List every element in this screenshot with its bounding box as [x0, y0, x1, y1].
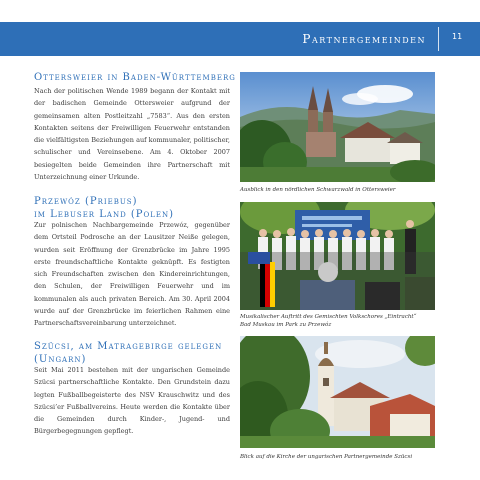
photo-caption [240, 313, 440, 329]
section-text-szucsi: Seit Mai 2011 bestehen mit der ungarischen Gemeinde Szücsi partnerschaftliche Kontakte. Den Grundstein dazu legten Fußballbegeisterte des NSV Krauschwitz und des Szücsi’er Fußballvereins. Heute werden die Kontakte über die Gemeinden durch Kinder-, Jugend- und Bürgerbegegnungen gepflegt. [34, 366, 230, 436]
section-heading-line: im Lebuser Land (Polen) [34, 209, 175, 220]
section-heading-line: (Ungarn) [34, 354, 87, 365]
caption-line: Bad Muskau im Park zu Przewóz [240, 322, 332, 328]
caption-line: Ausblick in den nördlichen Schwarzwald in Ottersweier [240, 187, 396, 193]
section-text-przewoz: Zur polnischen Nachbargemeinde Przewóz, gegenüber dem Ortsteil Podrosche an der Lausitzer Neiße gelegen, wurden seit Eröffnung der Grenzbrücke im Jahre 1995 erste freundschaftliche Kontakte geknüpft. Es festigten sich Freundschaften zwischen den Kindereinrichtungen, den Schulen, der Freiwilligen Feuerwehr und im kommunalen als auch privaten Bereich. Am 30. April 2004 wurde auf der Grenzbrücke im feierlichen Rahmen eine Partnerschaftsvereinbarung unterzeichnet. [34, 221, 230, 328]
section-heading-line: Szücsi, am Matragebirge gelegen [34, 341, 223, 352]
choir-concert-photo [240, 202, 435, 310]
section-heading-ottersweier [34, 71, 236, 84]
page-number: 11 [452, 32, 463, 41]
section-text-ottersweier: Nach der politischen Wende 1989 begann der Kontakt mit der badischen Gemeinde Ottersweier aufgrund der gemeinsamen alten Postleitzahl „7583“. Aus den ersten Kontakten seitens der Freiwilligen Feuerwehr entstanden die vielfältigsten Beziehungen auf kommunaler, politischer, schulischer und Vereinsebene. Am 4. Oktober 2007 besiegelten beide Gemeinden ihre Partnerschaft mit Unterzeichnung einer Urkunde. [34, 87, 230, 182]
church-landscape-photo [240, 72, 435, 182]
header-bar [0, 22, 480, 56]
caption-line: Blick auf die Kirche der ungarischen Partnergemeinde Szücsi [240, 454, 413, 460]
section-heading-przewoz [34, 195, 174, 221]
page-title: Partnergemeinden [302, 32, 426, 46]
section-heading-szucsi [34, 340, 222, 366]
header-divider [438, 27, 439, 51]
photo-caption [240, 186, 440, 194]
village-church-photo [240, 336, 435, 448]
photo-caption [240, 453, 440, 461]
section-heading-line: Przewóz (Priebus) [34, 196, 138, 207]
section-heading-line: Ottersweier in Baden-Württemberg [34, 72, 236, 83]
caption-line: Musikalischer Auftritt des Gemischten Volkschores „Eintracht“ [240, 314, 417, 320]
